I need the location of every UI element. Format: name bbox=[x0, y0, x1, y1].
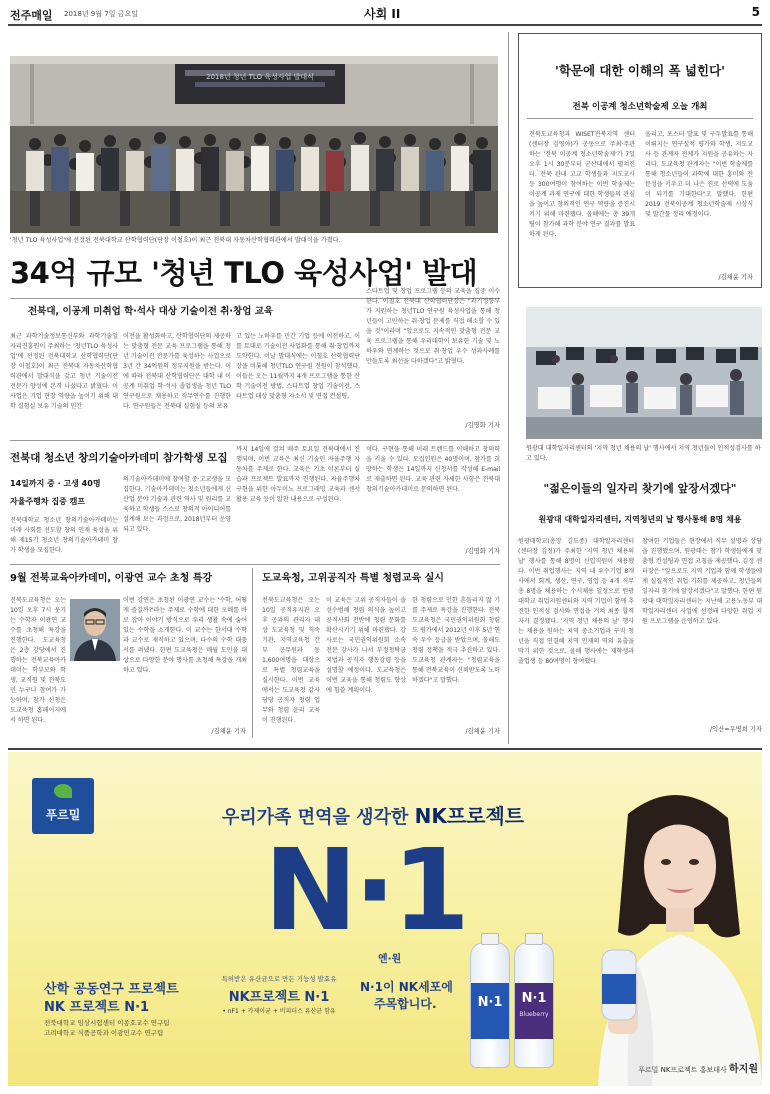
right-top-byline: /김채윤 기자 bbox=[718, 274, 753, 281]
brand-leaf-icon bbox=[54, 784, 72, 798]
right-top-box bbox=[518, 33, 762, 288]
bottle-blueberry-flavor: Blueberry bbox=[519, 1011, 549, 1018]
camp-top-rule bbox=[10, 440, 500, 441]
ad-center-sub: • nF1 + 카제이균 + 비피더스 유산균 함유 bbox=[222, 1008, 336, 1015]
ad-university-2: 고려대학교 식품공학과 이광민교수 연구팀 bbox=[44, 1029, 164, 1037]
right-mid-byline: /익산=우병희 기자 bbox=[710, 726, 762, 733]
camp-byline: /김명화 기자 bbox=[465, 548, 500, 555]
ad-line-2: NK 프로젝트 N·1 bbox=[44, 1000, 150, 1015]
ad-university-1: 전북대학교 임상시험센터 이종호교수 연구팀 bbox=[44, 1019, 170, 1027]
model-credit-name: 하지원 bbox=[729, 1064, 758, 1075]
right-top-subhead: 전북 이공계 청소년학술제 오늘 개최 bbox=[572, 102, 708, 112]
ad-tagline bbox=[158, 800, 588, 829]
masthead bbox=[8, 4, 762, 24]
ad-center-top: 특허받은 유산균으로 만든 기능성 발효유 bbox=[221, 975, 337, 983]
main-col-1: 최근 과학기술정보통신부와 과학기술일자리진흥원이 주최하는 '청년TLO 육성사업'에 선정된 전북대학교 산학협력단(단장 이철호)이 최근 전북대 자동차산학협력관에서 발대식을 갖고 청년 기술이전 전문가 양성에 본격 나섰다고 밝혔다. 이 사업은 기업 현장 역량을 높이기 위해 대학 실험실 보유 기술의 민간 bbox=[10, 333, 118, 410]
banner-sign: 2018년 청년 TLO 육성사업 발대식 bbox=[206, 73, 314, 81]
main-col-3: 고 있는 노하우를 민간 기업 등에 이전하고, 이를 토대로 기술이전 사업화를 통해 취·창업까지 도약한다. 이날 발대식에는 이철호 산학협력단장을 비롯해 청년TLO 연구원 전원이 참석했다. 이들은 오는 11월까지 4개 프로그램을 통한 산학 기술이전 방법, 스타트업 창업 기술이전, 스타트업 대상 맞춤형 자소서 및 면접 컨설팅, bbox=[236, 333, 360, 400]
brand-logo-box bbox=[32, 778, 94, 834]
ad-model-credit bbox=[612, 1060, 758, 1075]
camp-deadline: 14일까지 중 · 고생 40명 bbox=[10, 479, 101, 488]
nk-advertisement bbox=[8, 752, 762, 1086]
camp-col-4: 이다. 구현을 통해 미래 트렌드를 이해하고 창의력을 키울 수 있다. 모집인원은 40명이며, 참가를 희망하는 학생은 14일까지 신청서를 작성해 E-mail로 제출하면 된다. 교육 관련 자세한 사항은 전북대 창의기술아카데미로 문의하면 된다. bbox=[366, 446, 500, 493]
brand-name: 푸르밀 bbox=[45, 808, 81, 822]
lecture-byline: /김채윤 기자 bbox=[211, 728, 246, 735]
bottle-plain-label: N·1 bbox=[477, 995, 503, 1010]
masthead-rule bbox=[8, 24, 762, 26]
camp-subhead: 자율주행차 집중 캠프 bbox=[10, 497, 86, 506]
lecture-headline: 9월 전북교육아카데미, 이광연 교수 초청 특강 bbox=[10, 573, 213, 584]
ethics-divider bbox=[252, 568, 253, 738]
computer-lab-illustration bbox=[526, 307, 762, 439]
group-photo bbox=[10, 56, 498, 233]
lecture-col-1: 전북도교육청은 오는 10일 오후 7시 웃기는 수학자 이광연 교수를 초청해 특강을 진행한다. 도교육청은 2층 강당에서 진행하는 전북교육아카데미는 학부모와 학생, 교직원 및 전북도민 누구나 참여가 가능하며, 참가 신청은 도교육청 홈페이지에서 하면 된다. bbox=[10, 597, 66, 724]
right-top-col-1: 전북도교육청과 WISET전북지역 센터(센터장 김영아)가 공동으로 주최·주관하는 '전북 이공계 청소년학술제'가 7일 오후 1시 30분부터 군산대에서 펼쳐진다. 전북 관내 고교 학생들과 지도교사 등 300여명이 참여하는 이번 학술제는 이공계 과제 연구에 대한 학생들의 관심을 높이고 창의적인 연구 역량을 증진시키기 위해 마련됐다. 올해에는 총 39개 팀이 참가해 과학 분야 연구 결과를 발표하게 된다. bbox=[529, 131, 635, 238]
camp-col-1: 전북대학교 청소년 창의기술아카데미는 미래 사회를 선도할 창의 인재 육성을 위해 제15기 청소년 창의기술아카데미 참가 학생을 모집한다. bbox=[10, 517, 118, 554]
ethics-col-3: 한 청렴으로 인한 흔들리지 않 기를 주제로 특강을 진행한다. 전북도교육청은 국민권익위원회 청렴도 평가에서 2012년 이후 5년 연속 우수 등급을 받았으며, 올해도 청렴 정책을 적극 추진하고 있다. 도교육청 관계자는 "청렴교육을 통해 전북교육이 신뢰받도록 노력하겠다"고 말했다. bbox=[412, 597, 500, 684]
camp-headline: 전북대 청소년 창의기술아카데미 참가학생 모집 bbox=[10, 452, 228, 464]
model-credit-prefix: 푸르밀 NK프로젝트 홍보대사 bbox=[638, 1066, 730, 1074]
paper-name: 전주매일 bbox=[10, 9, 53, 22]
bottle-blueberry-cap bbox=[525, 933, 543, 945]
main-headline: 34억 규모 '청년 TLO 육성사업' 발대 bbox=[10, 256, 478, 290]
ethics-col-1: 전북도교육청은 오는 10일 공직유지관 오후 공과의 관리자 대상 도교육청 및 직속기관, 지역교육청 간부 공무원과 동 1,600여명을 대상으로 특별 청렴교육을 실시한다. 이번 교육에서는 도교육청 감사담당 공직자 청렴 업무와 청렴 윤리 교육이 진행된다. bbox=[262, 597, 320, 724]
page-number: 5 bbox=[751, 5, 760, 19]
ad-right-line-1: N·1이 NK세포에 bbox=[360, 980, 453, 994]
ethics-headline: 도교육청, 고위공직자 특별 청렴교육 실시 bbox=[262, 573, 444, 584]
ethics-col-2: 이 교육은 고위 공직자들이 솔선수범해 청렴 의식을 높이고 공직사회 전반에 청렴 문화를 확산시키기 위해 마련됐다. 강사로는 국민권익위원회 소속 전문 강사가 나서 부정청탁금지법과 공직자 행동강령 등을 설명할 예정이다. 도교육청은 이번 교육을 통해 청렴도 향상에 힘쓸 계획이다. bbox=[326, 597, 406, 694]
main-col-2: 이전을 활성화하고, 산학협력단의 제공하는 맞춤형 전문 교육 프로그램을 통해 청년 기술이전 전문가를 육성하는 사업으로 3년 간 34억원의 정부지원을 받는다. 이에 따라 전북대 산학협력단은 대학 내 이공계 미취업 학·석사 졸업생을 청년 TLO 연구원으로 채용하고 직무연수를 진행한다. 연구원들은 전북대 실험실 등의 보유 bbox=[123, 333, 231, 410]
main-col-4: 스타트업 및 창업 프로그램 등의 교육을 집중 이수한다. 이철호 전북대 산학협력단장은 "과기정통부가 지원하는 청년TLO 연구원 육성사업을 통해 청년들이 고민하는 취·창업 문제를 직접 해소할 수 있을 것"이라며 "앞으로도 지속적인 맞춤형 전문 교육 프로그램을 통해 우리대학이 보유한 기술 및 노하우와 연계하는 것으로 취·창업 우수 성과사례를 만들도록 최선을 다하겠다"고 밝혔다. bbox=[366, 288, 500, 365]
camp-col-2: 의기술아카데미에 참여할 중·고교생을 모집한다. 기술아카데미는 청소년들에게 신산업 분야 기술과 관련 역사 및 원리를 교육하고 학생들 스스로 창의적 아이디어를 설계해 보는 과정으로, 2018년부터 운영되고 있다. bbox=[123, 476, 231, 533]
ad-top-rule bbox=[8, 748, 762, 750]
right-mid-headline: "젊은이들의 일자리 찾기에 앞장서겠다" bbox=[543, 482, 737, 495]
issue-date: 2018년 9월 7일 금요일 bbox=[64, 10, 138, 18]
main-byline: /김명화 기자 bbox=[465, 422, 500, 429]
lecture-top-rule bbox=[10, 564, 500, 565]
bottle-blueberry-label: N·1 bbox=[521, 991, 547, 1006]
professor-portrait bbox=[70, 599, 120, 661]
bottle-blueberry bbox=[514, 942, 554, 1068]
ethics-byline: /김채윤 기자 bbox=[465, 728, 500, 735]
big-n1-sub: 엔·원 bbox=[378, 954, 402, 965]
lecture-col-2: 이번 강연은 초청된 이광연 교수는 '수학, 어떻게 즐길까?'라는 주제로 수학에 대한 오해를 바로 잡아 이야기 방식으로 우리 생활 속에 숨어 있는 수학을 소개한다. 이 교수는 한서대 수학과 교수로 재직하고 있으며, 다수의 수학 대중서를 펴냈다. 한편 도교육청은 매월 도민을 대상으로 다양한 분야 명사를 초청해 특강을 개최하고 있다. bbox=[123, 597, 247, 674]
right-mid-subhead: 원광대 대학일자리센터, 지역청년의 날 행사통해 8명 채용 bbox=[538, 515, 742, 524]
lab-photo-caption: 원광대 대학일자리센터의 '지역 청년 채용의 날' 행사에서 지역 청년들이 인적성검사를 하고 있다. bbox=[526, 445, 761, 462]
ad-model bbox=[568, 774, 762, 1086]
right-mid-col-1: 원광대학교(총장 김도종) 대학일자리센터(센터장 김정)가 주최한 '지역 청년 채용의 날' 행사를 통해 8명이 신입직원이 채용됐다. 이번 취업행사는 지역 내 우수기업 8개사에서 회계, 생산, 연구, 영업 등 4개 직무 총 8명을 채용하는 수시채용 일정으로 원광대학교 취업지원센터와 지역 기업이 함께 추진한 인적성 검사와 면접을 거쳐 최종 합격자가 결정됐다. '지역 청년 채용의 날' 행사는 채용을 원하는 지역 중소기업과 구직 청년을 직접 연결해 지역 인재의 역외 유출을 막기 위한 것으로, 올해 행사에는 재학생과 졸업생 등 80여명이 참여했다. bbox=[518, 538, 634, 665]
ad-line-1: 산학 공동연구 프로젝트 bbox=[44, 982, 179, 997]
computer-lab-photo bbox=[526, 307, 762, 439]
section-name: 사회 II bbox=[364, 7, 401, 21]
right-mid-col-2: 참여한 기업들은 현장에서 직무 설명과 상담을 진행했으며, 원광대는 참가 학생들에게 맞춤형 컨설팅과 면접 코칭을 제공했다. 김정 센터장은 "앞으로도 지역 기업과 함께 학생들에게 실질적인 취업 기회를 제공하고, 청년들의 일자리 찾기에 앞장서겠다"고 말했다. 한편 원광대 대학일자리센터는 지난해 고용노동부 대학일자리센터 사업에 선정돼 다양한 취업 지원 프로그램을 운영하고 있다. bbox=[642, 538, 762, 625]
bottle-plain bbox=[470, 942, 510, 1068]
main-subhead: 전북대, 이공계 미취업 학·석사 대상 기술이전 취·창업 교육 bbox=[28, 306, 274, 317]
ad-tagline-em: NK프로젝트 bbox=[414, 804, 525, 828]
portrait-illustration bbox=[70, 599, 120, 661]
ad-center-main: NK프로젝트 N·1 bbox=[228, 990, 330, 1005]
group-photo-illustration bbox=[10, 56, 498, 233]
right-top-rule bbox=[527, 118, 753, 119]
model-illustration bbox=[568, 774, 762, 1086]
bottle-plain-label-bg bbox=[471, 983, 509, 1039]
camp-col-3: 까지 14일에 걸쳐 매주 토요일 전북대에서 진행되며, 이번 교육은 최신 기술인 자율주행 자동차를 주제로 한다. 교육은 기초 이론부터 실습과 프로젝트 발표까지 진행된다. 자율주행차 구현을 위한 아두이노 프로그래밍 교육과 센서 활용 교육 등이 알찬 내용으로 구성된다. bbox=[236, 446, 360, 503]
right-top-col-2: 올리고, 포스터 발표 및 구두발표를 통해 이뤄지는 연구실적 평가와 학생, 지도교사 등 관계자 전체가 지원을 공유하는 자리다. 도교육청 관계자는 "이번 학술제를 통해 청소년들이 과학에 대한 흥미와 전문성을 키우고 더 나은 진로 선택에 도움이 되기를 기대한다"고 말했다. 한편 2019 전북이공계 청소년학술제 시상식 및 발간물 정리 예정이다. bbox=[645, 131, 753, 218]
column-divider bbox=[508, 32, 509, 744]
ad-tagline-pre: 우리가족 면역을 생각한 bbox=[221, 807, 415, 828]
right-top-headline: '학문에 대한 이해의 폭 넓힌다' bbox=[555, 63, 725, 78]
main-photo-caption: '청년 TLO 육성사업'에 선정된 전북대학교 산학협력단(단장 이철호)이 최근 전북대 자동차산학협력관에서 발대식을 가졌다. bbox=[10, 237, 341, 244]
ad-right-line-2: 주목합니다. bbox=[374, 997, 437, 1011]
big-n1-mark: N·1 bbox=[263, 826, 467, 956]
bottle-plain-cap bbox=[481, 933, 499, 945]
